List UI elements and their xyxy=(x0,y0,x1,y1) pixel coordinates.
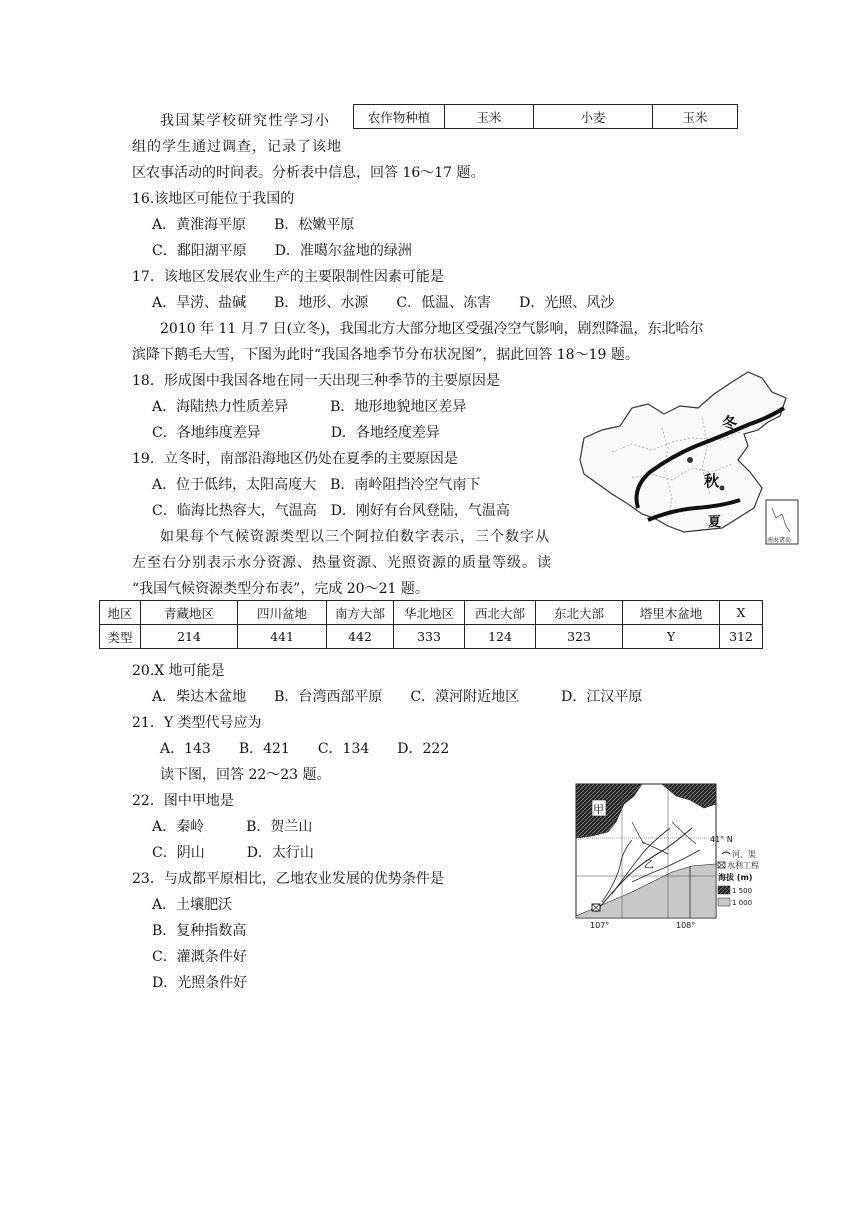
question-22-options-row1: A．秦岭 B．贺兰山 xyxy=(152,819,313,835)
question-20-stem: 20.X 地可能是 xyxy=(132,663,225,679)
intro-16-line3: 区农事活动的时间表。分析表中信息，回答 16～17 题。 xyxy=(132,165,485,181)
season-distribution-map xyxy=(572,368,802,548)
intro-22: 读下图，回答 22～23 题。 xyxy=(160,767,331,783)
question-21-options: A．143 B．421 C．134 D．222 xyxy=(160,741,450,757)
latitude-label: 41° N xyxy=(710,835,733,844)
jia-label: 甲 xyxy=(593,803,604,816)
question-23-option-a: A．土壤肥沃 xyxy=(152,897,233,913)
longitude-108-label: 108° xyxy=(676,921,696,930)
climate-resource-table xyxy=(99,600,763,649)
yi-label: 乙 xyxy=(644,860,654,871)
intro-20-line1: 如果每个气候资源类型以三个阿拉伯数字表示，三个数字从 xyxy=(160,529,550,545)
table-header-cell: 青藏地区 xyxy=(141,601,238,625)
table-header-cell: 南方大部 xyxy=(327,601,394,625)
intro-20-line3: “我国气候资源类型分布表”，完成 20～21 题。 xyxy=(132,581,429,597)
winter-label: 冬 xyxy=(722,414,738,432)
question-22-stem: 22．图中甲地是 xyxy=(132,793,234,809)
question-17-stem: 17．该地区发展农业生产的主要限制性因素可能是 xyxy=(132,269,444,285)
question-16-options-row1: A．黄淮海平原 B．松嫩平原 xyxy=(152,217,355,233)
table-header-cell: 东北大部 xyxy=(536,601,623,625)
question-23-option-b: B．复种指数高 xyxy=(152,923,247,939)
legend-1000-label: 1 000 xyxy=(732,899,753,907)
table-header-cell: 四川盆地 xyxy=(238,601,327,625)
table-row xyxy=(100,601,763,625)
legend-project-label: 水利工程 xyxy=(727,861,759,870)
irrigation-region-map xyxy=(572,782,772,932)
question-21-stem: 21．Y 类型代号应为 xyxy=(132,715,262,731)
table-header-cell: 地区 xyxy=(100,601,141,625)
intro-18-line1: 2010 年 11 月 7 日(立冬)，我国北方大部分地区受强冷空气影响，剧烈降温，东北哈尔 xyxy=(160,321,704,337)
legend-river-label: 河、渠 xyxy=(732,850,756,859)
table-cell: 442 xyxy=(327,625,394,649)
table-header-cell: 塔里木盆地 xyxy=(623,601,720,625)
crop-activity-table xyxy=(353,104,738,129)
crop-table-cell: 玉米 xyxy=(445,105,534,129)
question-16-stem: 16.该地区可能位于我国的 xyxy=(132,191,295,207)
question-16-options-row2: C．鄱阳湖平原 D．准噶尔盆地的绿洲 xyxy=(152,243,412,259)
summer-label: 夏 xyxy=(708,515,722,530)
question-18-stem: 18．形成图中我国各地在同一天出现三种季节的主要原因是 xyxy=(132,373,500,389)
longitude-107-label: 107° xyxy=(590,921,610,930)
table-cell: 333 xyxy=(394,625,465,649)
question-18-options-row1: A．海陆热力性质差异 B．地形地貌地区差异 xyxy=(152,399,467,415)
legend-1500-label: 1 500 xyxy=(732,887,753,895)
intro-20-line2: 左至右分别表示水分资源、热量资源、光照资源的质量等级。读 xyxy=(132,555,552,571)
table-row xyxy=(100,625,763,649)
table-header-cell: X xyxy=(720,601,763,625)
crop-table-cell: 小麦 xyxy=(534,105,653,129)
legend-elevation-title: 海拔 (m) xyxy=(718,873,753,882)
table-header-cell: 西北大部 xyxy=(465,601,536,625)
question-17-options: A．旱涝、盐碱 B．地形、水源 C．低温、冻害 D．光照、风沙 xyxy=(152,295,615,311)
intro-16-line2: 组的学生通过调查，记录了该地 xyxy=(132,139,342,155)
table-cell: 441 xyxy=(238,625,327,649)
crop-table-cell: 农作物种植 xyxy=(354,105,445,129)
question-23-stem: 23．与成都平原相比，乙地农业发展的优势条件是 xyxy=(132,871,444,887)
question-23-option-d: D．光照条件好 xyxy=(152,975,248,991)
table-cell: 323 xyxy=(536,625,623,649)
question-19-stem: 19．立冬时，南部沿海地区仍处在夏季的主要原因是 xyxy=(132,451,458,467)
question-20-options: A．柴达木盆地 B．台湾西部平原 C．漠河附近地区 D．江汉平原 xyxy=(152,689,643,705)
question-18-options-row2: C．各地纬度差异 D．各地经度差异 xyxy=(152,425,440,441)
question-19-options-row2: C．临海比热容大，气温高 D．刚好有台风登陆，气温高 xyxy=(152,503,510,519)
table-cell: 214 xyxy=(141,625,238,649)
question-19-options-row1: A．位于低纬，太阳高度大 B．南岭阻挡冷空气南下 xyxy=(152,477,481,493)
question-22-options-row2: C．阴山 D．太行山 xyxy=(152,845,314,861)
crop-table-cell: 玉米 xyxy=(653,105,738,129)
intro-18-line2: 滨降下鹅毛大雪，下图为此时“我国各地季节分布状况图”，据此回答 18～19 题。 xyxy=(132,347,639,363)
table-header-cell: 华北地区 xyxy=(394,601,465,625)
table-cell: 124 xyxy=(465,625,536,649)
intro-16-line1: 我国某学校研究性学习小 xyxy=(160,113,331,129)
table-cell: 类型 xyxy=(100,625,141,649)
table-cell: Y xyxy=(623,625,720,649)
table-cell: 312 xyxy=(720,625,763,649)
question-23-option-c: C．灌溉条件好 xyxy=(152,949,247,965)
autumn-label: 秋 xyxy=(704,472,720,490)
south-china-sea-inset-label: 南海诸岛 xyxy=(767,537,792,544)
